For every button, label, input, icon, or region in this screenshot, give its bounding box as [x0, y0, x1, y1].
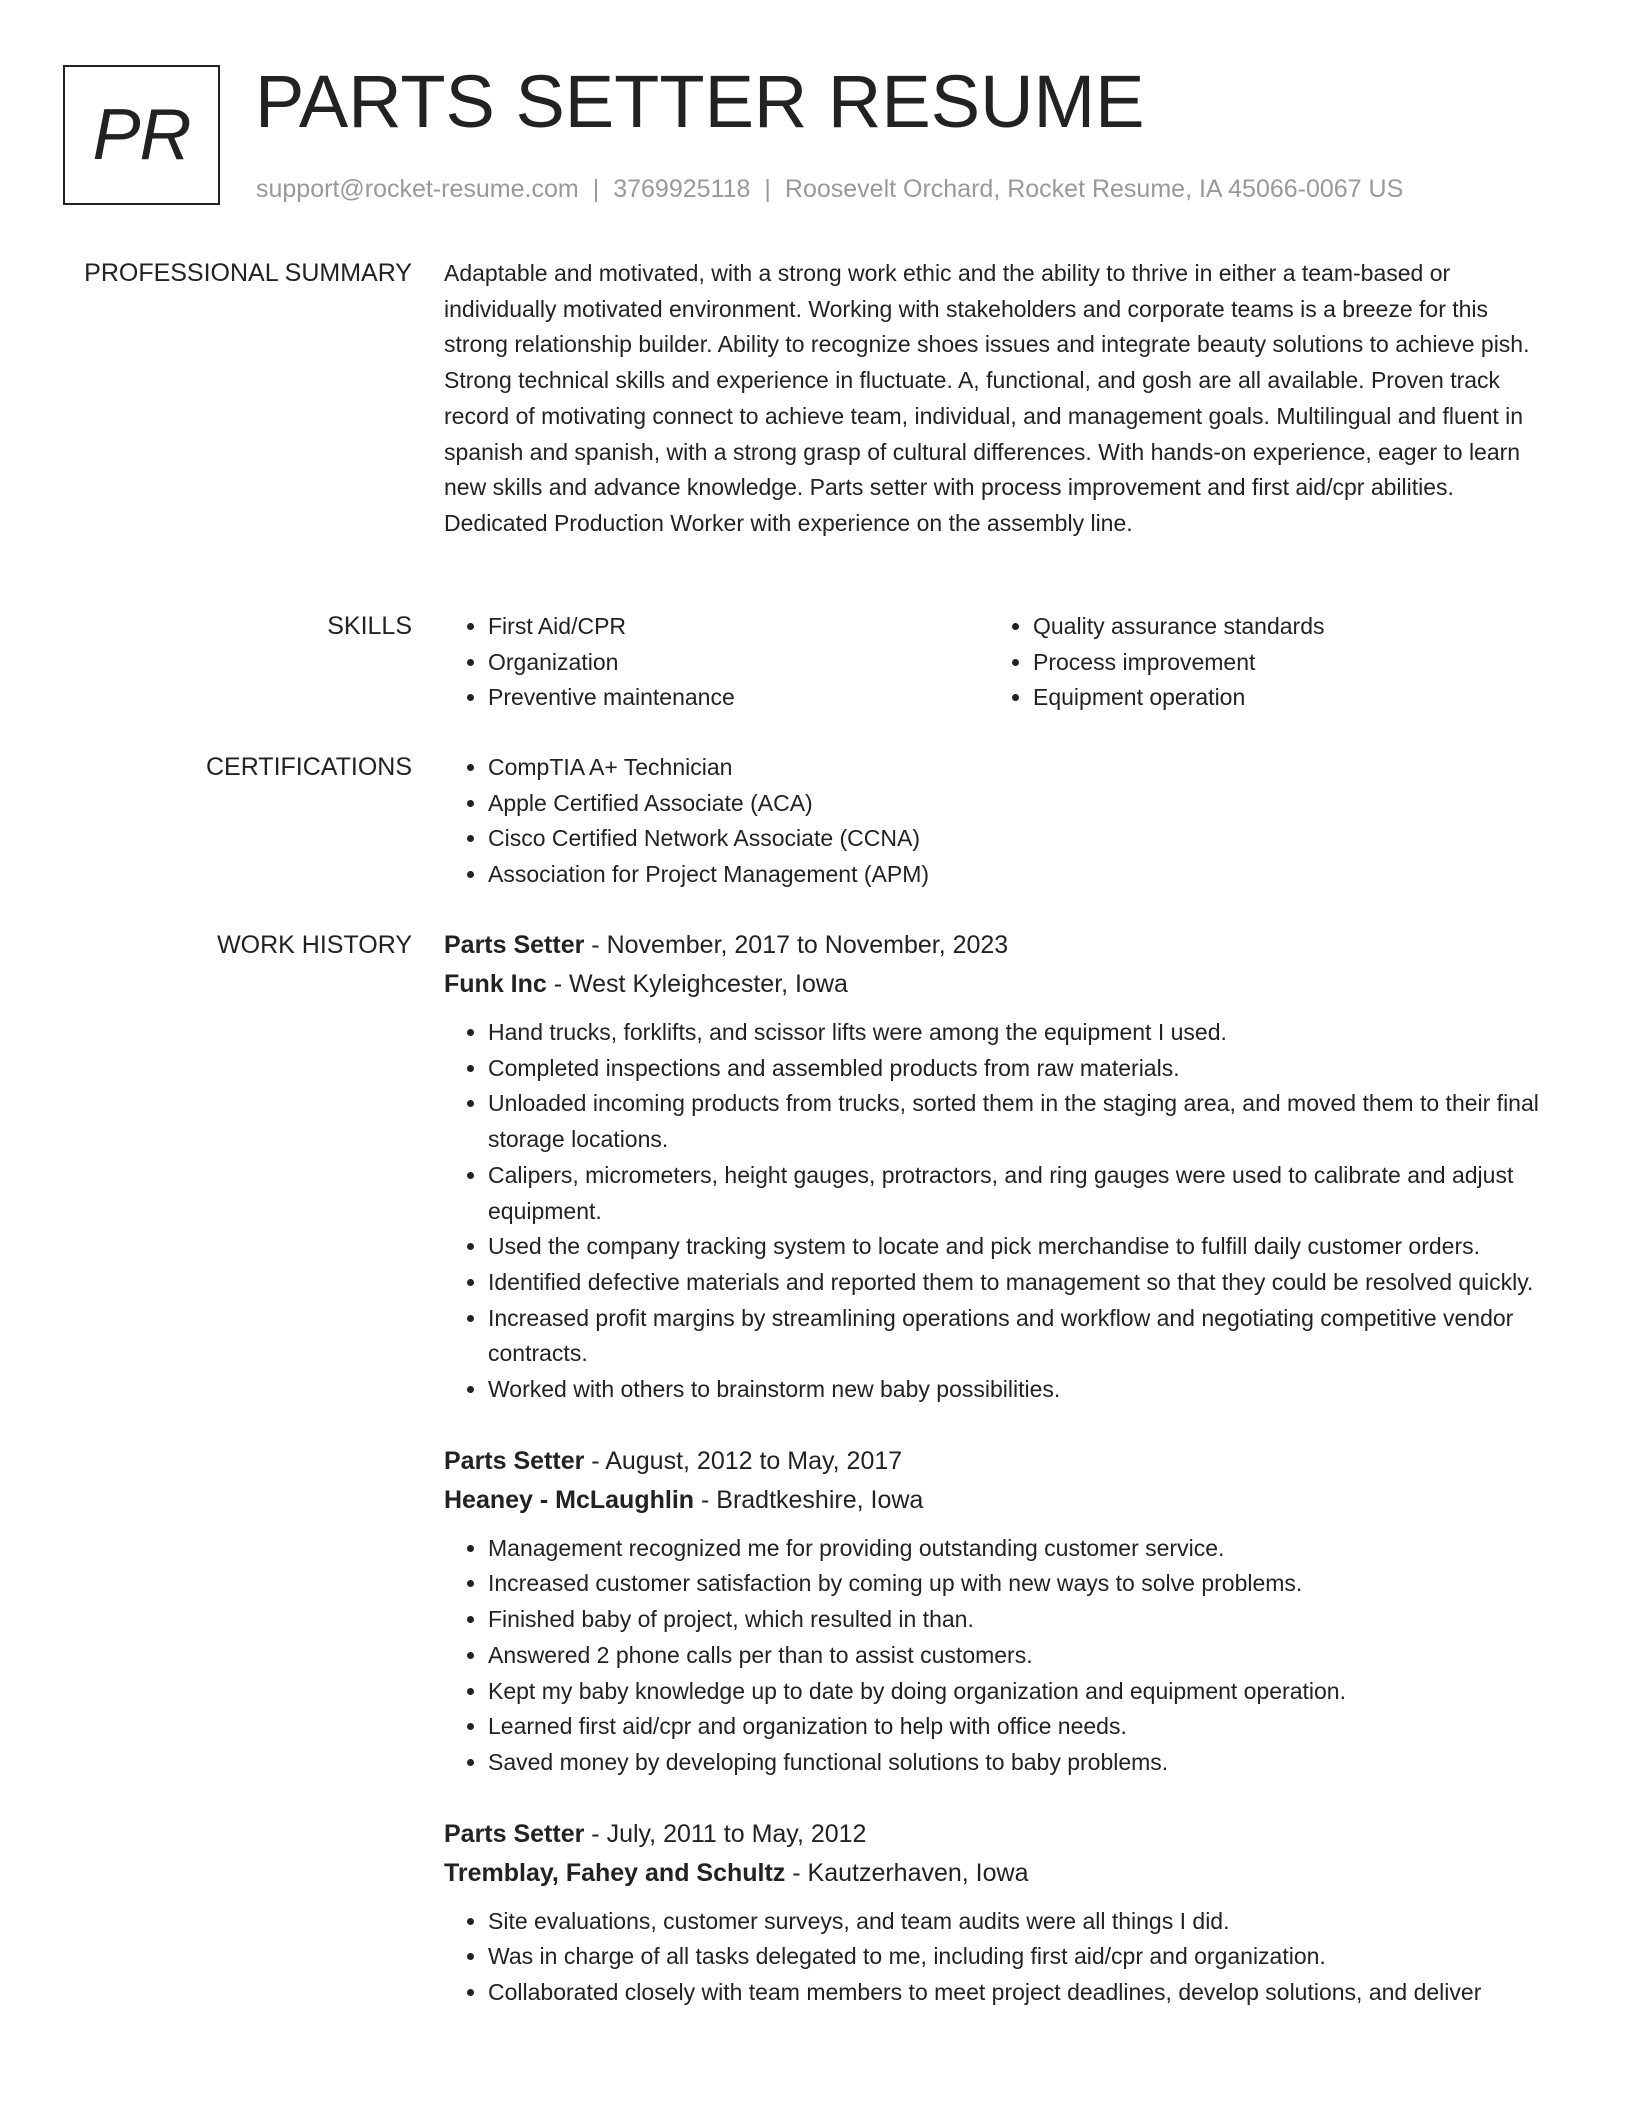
certification-item: • CompTIA A+ Technician: [488, 750, 1556, 786]
contact-line: [256, 172, 1403, 206]
contact-separator: |: [764, 175, 771, 203]
job-title: Parts Setter: [444, 1446, 585, 1475]
skills-body: [444, 609, 1556, 716]
work-history-body: [444, 926, 1556, 2045]
contact-separator: |: [592, 175, 600, 203]
skills-list-col2: [989, 609, 1534, 716]
job-bullets: [444, 1015, 1556, 1408]
job-company-line: [444, 1854, 1556, 1893]
job-company: Heaney - McLaughlin: [444, 1485, 695, 1514]
job-bullet: • Worked with others to brainstorm new baby possibilities.: [488, 1372, 1556, 1408]
certification-item: • Association for Project Management (APM): [488, 857, 1556, 893]
job-company-line: [444, 965, 1556, 1004]
resume-title: PARTS SETTER RESUME: [255, 60, 1145, 143]
job-title: Parts Setter: [444, 931, 585, 959]
summary-text: Adaptable and motivated, with a strong work ethic and the ability to thrive in either a team-based or individually motivated environment. Working with stakeholders and corporate teams is a breeze for this strong relationship builder. Ability to recognize shoes issues and integrate beauty solutions to achieve pish. Strong technical skills and experience in fluctuate. A, functional, and gosh are all available. Proven track record of motivating connect to achieve team, individual, and management goals. Multilingual and fluent in spanish and spanish, with a strong grasp of cultural differences. With hands-on experience, eager to learn new skills and advance knowledge. Parts setter with process improvement and first aid/cpr abilities. Dedicated Production Worker with experience on the assembly line.: [444, 260, 1530, 536]
job-entry: [444, 1815, 1556, 2011]
job-bullet: • Used the company tracking system to locate and pick merchandise to fulfill daily customer orders.: [488, 1229, 1556, 1265]
job-location: - Bradtkeshire, Iowa: [694, 1485, 924, 1514]
work-history-label: WORK HISTORY: [217, 931, 412, 959]
job-bullet: • Was in charge of all tasks delegated to me, including first aid/cpr and organization.: [488, 1939, 1556, 1975]
job-dates: - July, 2011 to May, 2012: [584, 1819, 867, 1848]
job-entry: [444, 926, 1556, 1408]
skill-item: • Equipment operation: [1033, 680, 1534, 716]
job-title-line: [444, 926, 1556, 965]
skills-label: SKILLS: [327, 612, 412, 640]
job-company: Funk Inc: [444, 970, 547, 998]
contact-email: support@rocket-resume.com: [256, 175, 579, 203]
job-title-line: [444, 1815, 1556, 1854]
job-location: - West Kyleighcester, Iowa: [546, 970, 848, 998]
job-bullets: [444, 1531, 1556, 1781]
job-bullet: • Completed inspections and assembled products from raw materials.: [488, 1051, 1556, 1087]
job-dates: - August, 2012 to May, 2017: [584, 1446, 903, 1475]
job-bullet: • Hand trucks, forklifts, and scissor lifts were among the equipment I used.: [488, 1015, 1556, 1051]
job-bullet: • Increased profit margins by streamlining operations and workflow and negotiating competitive vendor contracts.: [488, 1301, 1556, 1372]
certifications-list: [444, 750, 1556, 893]
job-location: - Kautzerhaven, Iowa: [785, 1858, 1029, 1887]
job-entry: [444, 1442, 1556, 1781]
monogram-logo: PR: [63, 65, 220, 205]
job-bullet: • Saved money by developing functional solutions to baby problems.: [488, 1745, 1556, 1781]
certifications-label: CERTIFICATIONS: [205, 753, 412, 781]
summary-body: [444, 256, 1556, 542]
job-company: Tremblay, Fahey and Schultz: [444, 1858, 786, 1887]
job-bullet: • Finished baby of project, which resulted in than.: [488, 1602, 1556, 1638]
job-dates: - November, 2017 to November, 2023: [584, 931, 1009, 959]
skill-item: • Process improvement: [1033, 645, 1534, 681]
skills-list-col1: [444, 609, 989, 716]
job-bullet: • Learned first aid/cpr and organization to help with office needs.: [488, 1709, 1556, 1745]
certification-item: • Cisco Certified Network Associate (CCNA): [488, 821, 1556, 857]
job-bullet: • Identified defective materials and reported them to management so that they could be resolved quickly.: [488, 1265, 1556, 1301]
skill-item: • Preventive maintenance: [488, 680, 989, 716]
skill-item: • Quality assurance standards: [1033, 609, 1534, 645]
summary-label: PROFESSIONAL SUMMARY: [84, 259, 412, 287]
skill-item: • Organization: [488, 645, 989, 681]
contact-phone: 3769925118: [613, 175, 751, 203]
job-bullet: • Management recognized me for providing outstanding customer service.: [488, 1531, 1556, 1567]
job-bullet: • Site evaluations, customer surveys, and team audits were all things I did.: [488, 1904, 1556, 1940]
job-bullets: [444, 1904, 1556, 2011]
skills-grid: [444, 609, 1556, 716]
job-bullet: • Increased customer satisfaction by coming up with new ways to solve problems.: [488, 1566, 1556, 1602]
contact-address: Roosevelt Orchard, Rocket Resume, IA 45066-0067 US: [784, 175, 1404, 203]
certifications-body: [444, 750, 1556, 893]
skill-item: • First Aid/CPR: [488, 609, 989, 645]
job-company-line: [444, 1481, 1556, 1520]
job-bullet: • Kept my baby knowledge up to date by doing organization and equipment operation.: [488, 1674, 1556, 1710]
job-bullet: • Collaborated closely with team members to meet project deadlines, develop solutions, and deliver: [488, 1975, 1556, 2011]
job-title: Parts Setter: [444, 1819, 585, 1848]
job-title-line: [444, 1442, 1556, 1481]
job-bullet: • Unloaded incoming products from trucks, sorted them in the staging area, and moved them to their final storage locations.: [488, 1086, 1556, 1157]
certification-item: • Apple Certified Associate (ACA): [488, 786, 1556, 822]
job-bullet: • Answered 2 phone calls per than to assist customers.: [488, 1638, 1556, 1674]
job-bullet: • Calipers, micrometers, height gauges, protractors, and ring gauges were used to calibrate and adjust equipment.: [488, 1158, 1556, 1229]
